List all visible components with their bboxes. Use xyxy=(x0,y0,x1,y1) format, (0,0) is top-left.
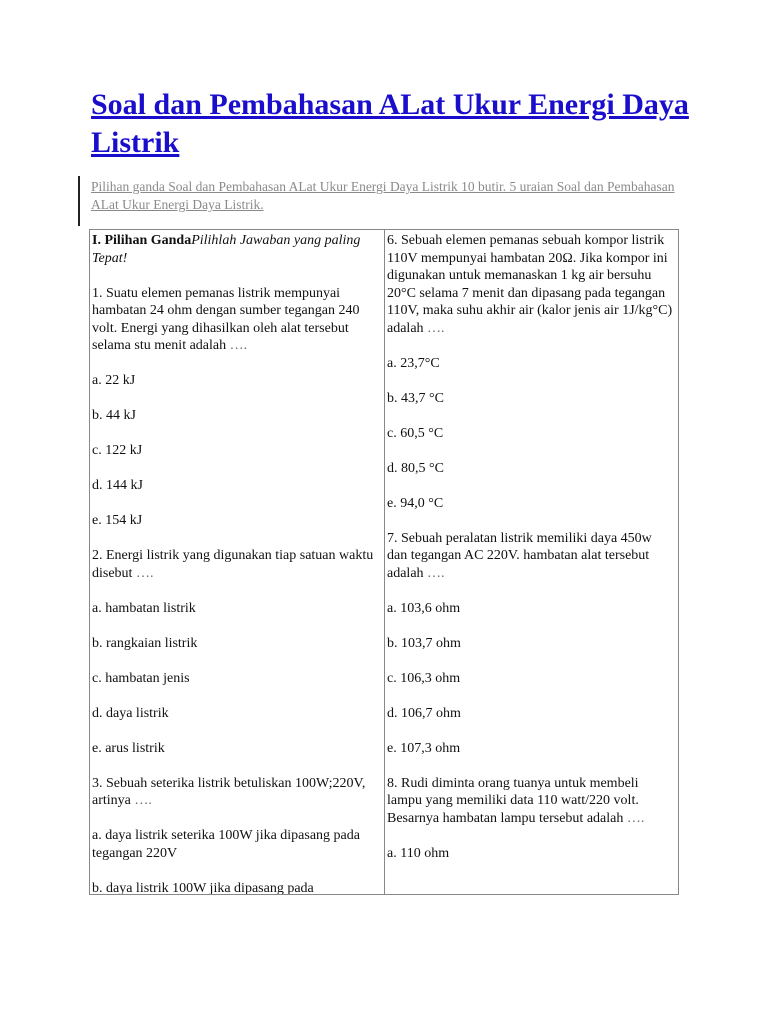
question-stem: 8. Rudi diminta orang tuanya untuk membeli lampu yang memiliki data 110 watt/220 volt. Besarnya hambatan lampu tersebut adalah xyxy=(387,775,639,826)
question-text xyxy=(387,775,675,828)
answer-option: e. 107,3 ohm xyxy=(387,740,461,756)
question-text xyxy=(92,547,381,582)
answer-option: c. 60,5 °C xyxy=(387,425,444,441)
answer-option: b. 44 kJ xyxy=(92,408,136,423)
question-text xyxy=(387,232,675,337)
answer-option: a. 23,7°C xyxy=(387,355,440,371)
question-stem: 2. Energi listrik yang digunakan tiap satuan waktu disebut xyxy=(92,548,374,581)
question-text xyxy=(387,530,675,583)
answer-option: a. daya listrik seterika 100W jika dipasang pada tegangan 220V xyxy=(92,828,360,861)
answer-option: d. daya listrik xyxy=(92,705,169,721)
right-column xyxy=(385,230,678,894)
section-heading xyxy=(92,232,381,267)
answer-option: d. 80,5 °C xyxy=(387,460,444,476)
answer-option: e. 154 kJ xyxy=(92,513,143,528)
question-text xyxy=(92,285,381,355)
question-stem: 7. Sebuah peralatan listrik memiliki daya 450w dan tegangan AC 220V. hambatan alat tersebut adalah xyxy=(387,530,652,581)
answer-option: a. 103,6 ohm xyxy=(387,600,461,616)
right-question-list xyxy=(387,232,675,862)
left-column xyxy=(90,230,385,894)
answer-option: b. daya listrik 100W jika dipasang pada xyxy=(92,880,314,894)
left-question-list xyxy=(92,285,381,895)
section-heading-instruction: Pilihlah Jawaban yang paling Tepat! xyxy=(92,233,361,266)
answer-option: d. 144 kJ xyxy=(92,478,143,493)
question-table xyxy=(89,229,679,895)
answer-option: b. 103,7 ohm xyxy=(387,635,461,651)
answer-option: a. 22 kJ xyxy=(92,373,136,388)
quote-rule xyxy=(78,176,80,226)
answer-option: c. hambatan jenis xyxy=(92,670,190,686)
section-heading-bold: I. Pilihan Ganda xyxy=(92,233,192,248)
answer-option: c. 122 kJ xyxy=(92,443,143,458)
answer-blank: …. xyxy=(130,793,152,808)
answer-option: b. 43,7 °C xyxy=(387,390,444,406)
answer-option: c. 106,3 ohm xyxy=(387,670,461,686)
answer-blank: …. xyxy=(226,338,248,353)
answer-option: e. 94,0 °C xyxy=(387,495,444,511)
page-title[interactable]: Soal dan Pembahasan ALat Ukur Energi Daya Listrik xyxy=(91,88,689,159)
question-stem: 1. Suatu elemen pemanas listrik mempunyai hambatan 24 ohm dengan sumber tegangan 240 volt. Energi yang dihasilkan oleh alat tersebut selama stu menit adalah xyxy=(92,285,360,353)
answer-option: d. 106,7 ohm xyxy=(387,705,461,721)
answer-blank: …. xyxy=(623,810,645,826)
answer-option: e. arus listrik xyxy=(92,740,165,756)
answer-option: a. hambatan listrik xyxy=(92,600,196,616)
question-stem: 3. Sebuah seterika listrik betuliskan 100W;220V, artinya xyxy=(92,775,366,808)
intro-link[interactable]: Pilihan ganda Soal dan Pembahasan ALat Ukur Energi Daya Listrik 10 butir. 5 uraian Soal dan Pembahasan ALat Ukur Energi Daya Listrik. xyxy=(91,179,675,212)
question-stem: 6. Sebuah elemen pemanas sebuah kompor listrik 110V mempunyai hambatan 20Ω. Jika kompor ini digunakan untuk memanaskan 1 kg air bersuhu 20°C selama 7 menit dan dipasang pada tegangan 110V, maka suhu akhir air (kalor jenis air 1J/kg°C) adalah xyxy=(387,233,673,336)
answer-blank: …. xyxy=(423,565,445,581)
question-text xyxy=(92,775,381,810)
answer-blank: …. xyxy=(423,320,445,336)
answer-option: a. 110 ohm xyxy=(387,845,450,861)
answer-option: b. rangkaian listrik xyxy=(92,635,198,651)
answer-blank: …. xyxy=(132,565,154,581)
